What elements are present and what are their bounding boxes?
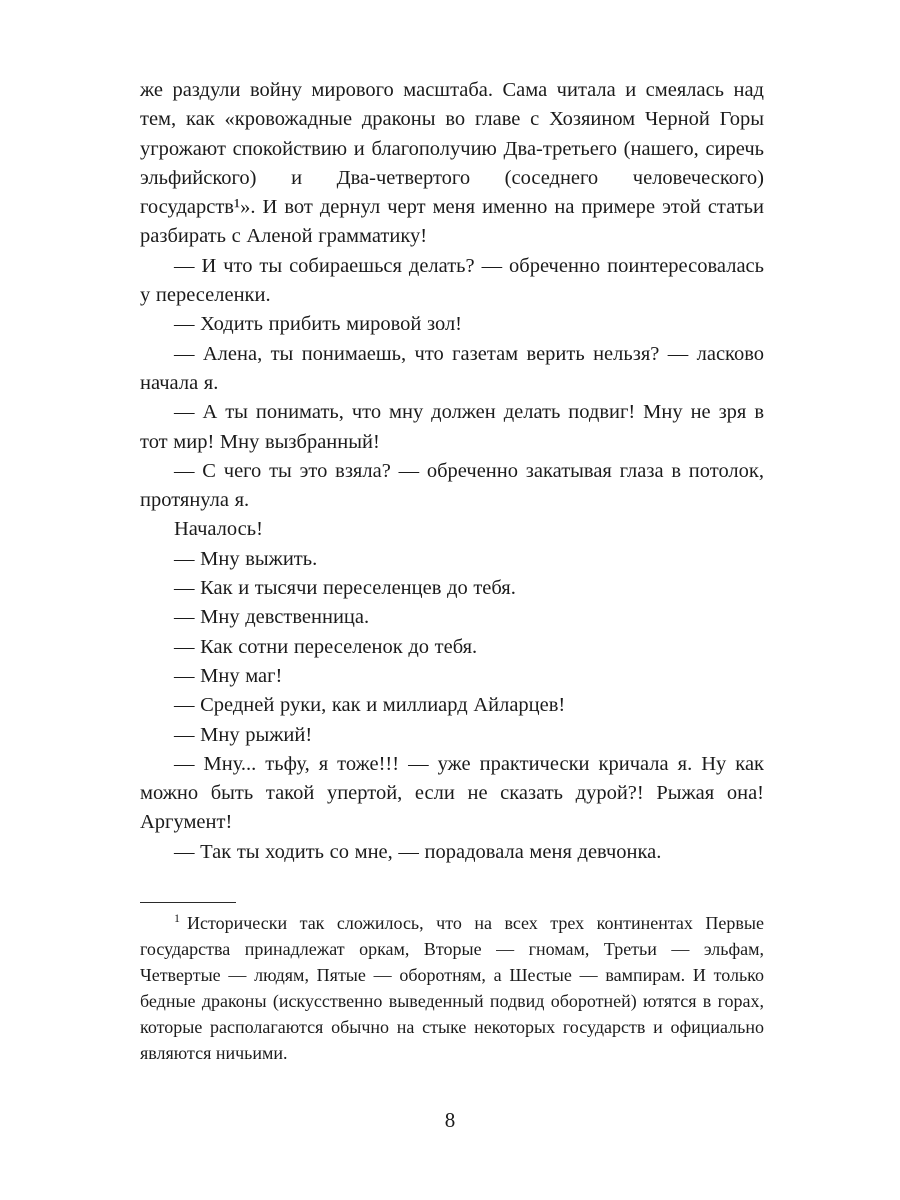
paragraph: — Ходить прибить мировой зол! bbox=[174, 313, 462, 336]
paragraph: — Мну выжить. bbox=[174, 547, 318, 570]
footnote-body: Исторически так сложилось, что на всех трех континентах Первые государства принадлежат оркам, Вторые — гномам, Третьи — эльфам, Четвертые — людям, Пятые — оборотням, а Шестые — вампирам. И только бедные драконы (искусственно выведенный подвид оборотней) ютятся в горах, которые располагаются обычно на стыке некоторых государств и официально являются ничьими. bbox=[140, 913, 764, 1063]
paragraph: Началось! bbox=[174, 518, 263, 541]
paragraph: — С чего ты это взяла? — обреченно закатывая глаза в потолок, протянула я. bbox=[140, 459, 764, 512]
paragraph: — Так ты ходить со мне, — порадовала меня девчонка. bbox=[174, 840, 662, 863]
page-number: 8 bbox=[444, 1108, 456, 1132]
paragraph: — Как сотни переселенок до тебя. bbox=[174, 635, 478, 658]
paragraph: же раздули войну мирового масштаба. Сама читала и смеялась над тем, как «кровожадные драконы во главе с Хозяином Черной Горы угрожают спокойствию и благополучию Два-третьего (нашего, сиречь эльфийского) и Два-четвертого (соседнего человеческого) государств¹». И вот дернул черт меня именно на примере этой статьи разбирать с Аленой грамматику! bbox=[140, 79, 764, 248]
paragraph: — Мну... тьфу, я тоже!!! — уже практически кричала я. Ну как можно быть такой упертой, если не сказать дурой?! Рыжая она! Аргумент! bbox=[140, 752, 764, 834]
footnote-paragraph bbox=[140, 910, 764, 1066]
paragraph: — А ты понимать, что мну должен делать подвиг! Мну не зря в тот мир! Мну вызбранный! bbox=[140, 401, 764, 453]
paragraph: — Средней руки, как и миллиард Айларцев! bbox=[174, 694, 566, 717]
paragraph: — Как и тысячи переселенцев до тебя. bbox=[174, 577, 516, 600]
paragraph: — Алена, ты понимаешь, что газетам верить нельзя? — ласково начала я. bbox=[140, 342, 764, 394]
footnote-section bbox=[140, 902, 764, 1066]
paragraph: — Мну девственница. bbox=[174, 606, 370, 629]
paragraph: — И что ты собираешься делать? — обреченно поинтересовалась у переселенки. bbox=[140, 254, 764, 307]
paragraph: — Мну рыжий! bbox=[174, 723, 313, 746]
paragraph: — Мну маг! bbox=[174, 664, 283, 687]
footnote-separator bbox=[140, 902, 236, 903]
main-text-block bbox=[140, 76, 764, 867]
footnote-marker: 1 bbox=[174, 911, 180, 925]
